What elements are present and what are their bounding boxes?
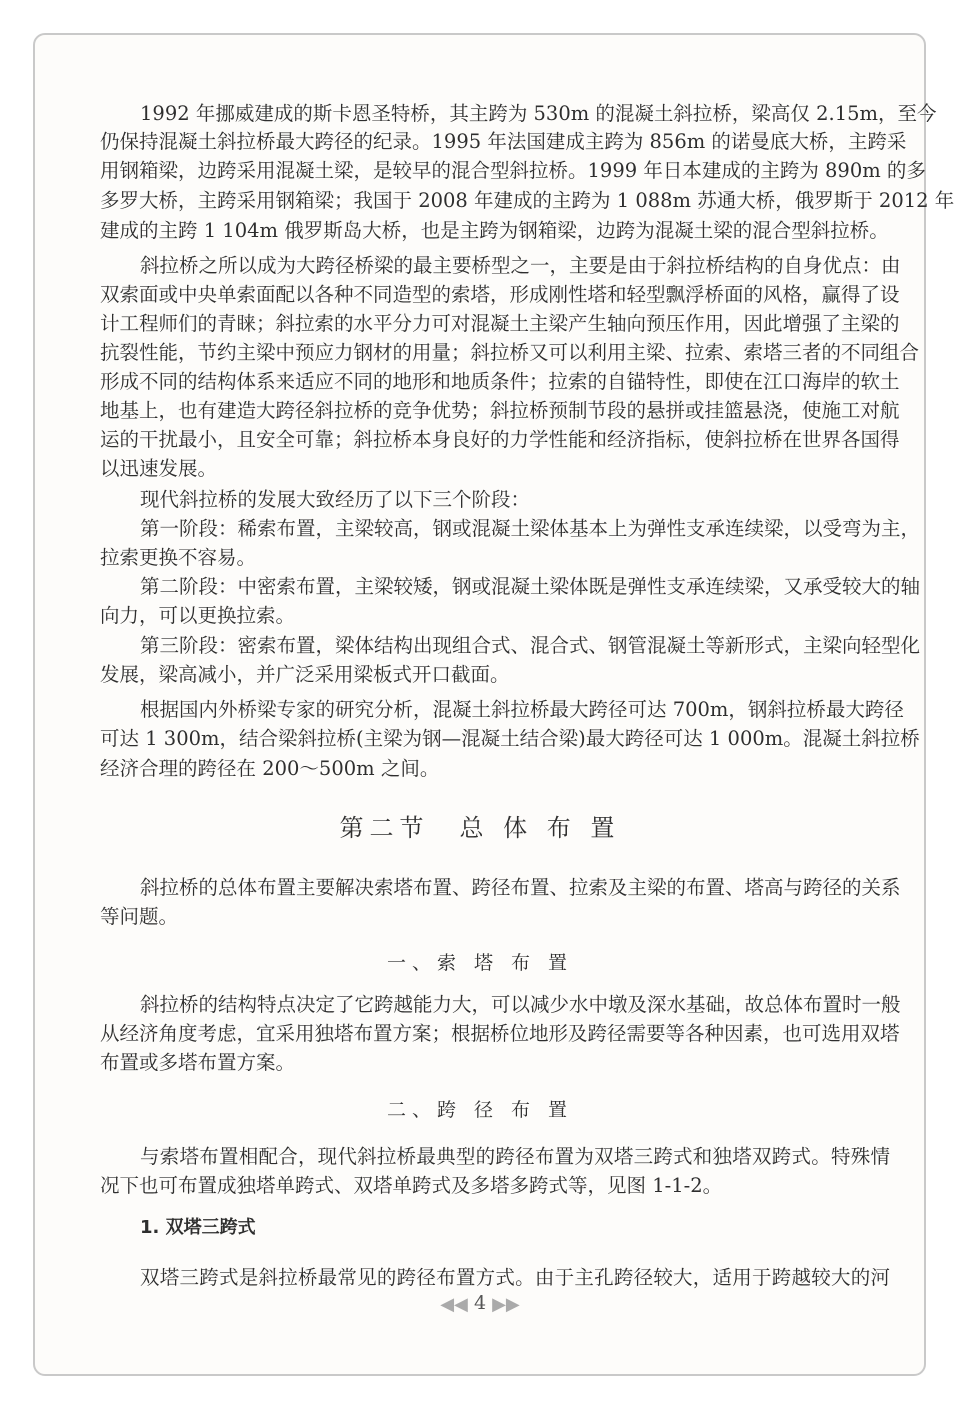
paragraph-2-line: 以迅速发展。 xyxy=(100,457,218,480)
paragraph-1-line: 多罗大桥，主跨采用钢箱梁；我国于 2008 年建成的主跨为 1 088m 苏通大桥，俄罗斯于 2012 年 xyxy=(100,189,955,212)
paragraph-1-line: 1992 年挪威建成的斯卡恩圣特桥，其主跨为 530m 的混凝土斜拉桥，梁高仅 2.15m，至今 xyxy=(140,102,937,125)
paragraph-6-line: 第三阶段：密索布置，梁体结构出现组合式、混合式、钢管混凝土等新形式，主梁向轻型化 xyxy=(140,634,921,657)
paragraph-9-line: 布置或多塔布置方案。 xyxy=(100,1051,296,1074)
paragraph-1-line: 建成的主跨 1 104m 俄罗斯岛大桥，也是主跨为钢箱梁，边跨为混凝土梁的混合型斜拉桥。 xyxy=(100,219,889,242)
paragraph-9-line: 从经济角度考虑，宜采用独塔布置方案；根据桥位地形及跨径需要等各种因素，也可选用双塔 xyxy=(100,1022,900,1045)
subsection-heading-tower-layout: 一、索 塔 布 置 xyxy=(386,952,574,974)
paragraph-5-line: 向力，可以更换拉索。 xyxy=(100,604,296,627)
page-number: 4 xyxy=(473,1292,487,1314)
paragraph-7-line: 经济合理的跨径在 200～500m 之间。 xyxy=(100,757,440,780)
paragraph-2-line: 斜拉桥之所以成为大跨径桥梁的最主要桥型之一，主要是由于斜拉桥结构的自身优点：由 xyxy=(140,254,901,277)
paragraph-1-line: 用钢箱梁，边跨采用混凝土梁，是较早的混合型斜拉桥。1999 年日本建成的主跨为 890m 的多 xyxy=(100,159,926,182)
paragraph-6-line: 发展，梁高减小，并广泛采用梁板式开口截面。 xyxy=(100,663,510,686)
paragraph-2-line: 形成不同的结构体系来适应不同的地形和地质条件；拉索的自锚特性，即使在江口海岸的软土 xyxy=(100,370,900,393)
paragraph-1-line: 仍保持混凝土斜拉桥最大跨径的纪录。1995 年法国建成主跨为 856m 的诺曼底大桥，主跨采 xyxy=(100,130,907,153)
paragraph-4-line: 拉索更换不容易。 xyxy=(100,546,257,569)
paragraph-3-line: 现代斜拉桥的发展大致经历了以下三个阶段： xyxy=(140,488,531,511)
paragraph-10-line: 况下也可布置成独塔单跨式、双塔单跨式及多塔多跨式等，见图 1-1-2。 xyxy=(100,1174,723,1197)
next-arrow-icon: ▶▶ xyxy=(492,1293,520,1315)
paragraph-7-line: 可达 1 300m，结合梁斜拉桥(主梁为钢—混凝土结合梁)最大跨径可达 1 000m。混凝土斜拉桥 xyxy=(100,727,920,750)
paragraph-10-line: 与索塔布置相配合，现代斜拉桥最典型的跨径布置为双塔三跨式和独塔双跨式。特殊情 xyxy=(140,1145,890,1168)
paragraph-11-line: 双塔三跨式是斜拉桥最常见的跨径布置方式。由于主孔跨径较大，适用于跨越较大的河 xyxy=(140,1266,890,1289)
paragraph-9-line: 斜拉桥的结构特点决定了它跨越能力大，可以减少水中墩及深水基础，故总体布置时一般 xyxy=(140,993,901,1016)
paragraph-4-line: 第一阶段：稀索布置，主梁较高，钢或混凝土梁体基本上为弹性支承连续梁，以受弯为主， xyxy=(140,517,921,540)
paragraph-7-line: 根据国内外桥梁专家的研究分析，混凝土斜拉桥最大跨径可达 700m，钢斜拉桥最大跨径 xyxy=(140,698,904,721)
paragraph-2-line: 双索面或中央单索面配以各种不同造型的索塔，形成刚性塔和轻型飘浮桥面的风格，赢得了设 xyxy=(100,283,900,306)
paragraph-8-line: 斜拉桥的总体布置主要解决索塔布置、跨径布置、拉索及主梁的布置、塔高与跨径的关系 xyxy=(140,876,901,899)
prev-arrow-icon: ◀◀ xyxy=(440,1293,468,1315)
paragraph-2-line: 运的干扰最小，且安全可靠；斜拉桥本身良好的力学性能和经济指标，使斜拉桥在世界各国得 xyxy=(100,428,900,451)
page-number-nav xyxy=(0,1292,960,1315)
paragraph-2-line: 地基上，也有建造大跨径斜拉桥的竞争优势；斜拉桥预制节段的悬拼或挂篮悬浇，使施工对航 xyxy=(100,399,900,422)
paragraph-5-line: 第二阶段：中密索布置，主梁较矮，钢或混凝土梁体既是弹性支承连续梁，又承受较大的轴 xyxy=(140,575,921,598)
item-heading: 1. 双塔三跨式 xyxy=(140,1217,256,1238)
subsection-heading-span-layout: 二、跨 径 布 置 xyxy=(386,1099,574,1121)
paragraph-2-line: 抗裂性能，节约主梁中预应力钢材的用量；斜拉桥又可以利用主梁、拉索、索塔三者的不同组合 xyxy=(100,341,920,364)
section-heading: 第二节 总 体 布 置 xyxy=(339,814,621,842)
paragraph-2-line: 计工程师们的青睐；斜拉索的水平分力可对混凝土主梁产生轴向预压作用，因此增强了主梁的 xyxy=(100,312,900,335)
paragraph-8-line: 等问题。 xyxy=(100,905,179,928)
